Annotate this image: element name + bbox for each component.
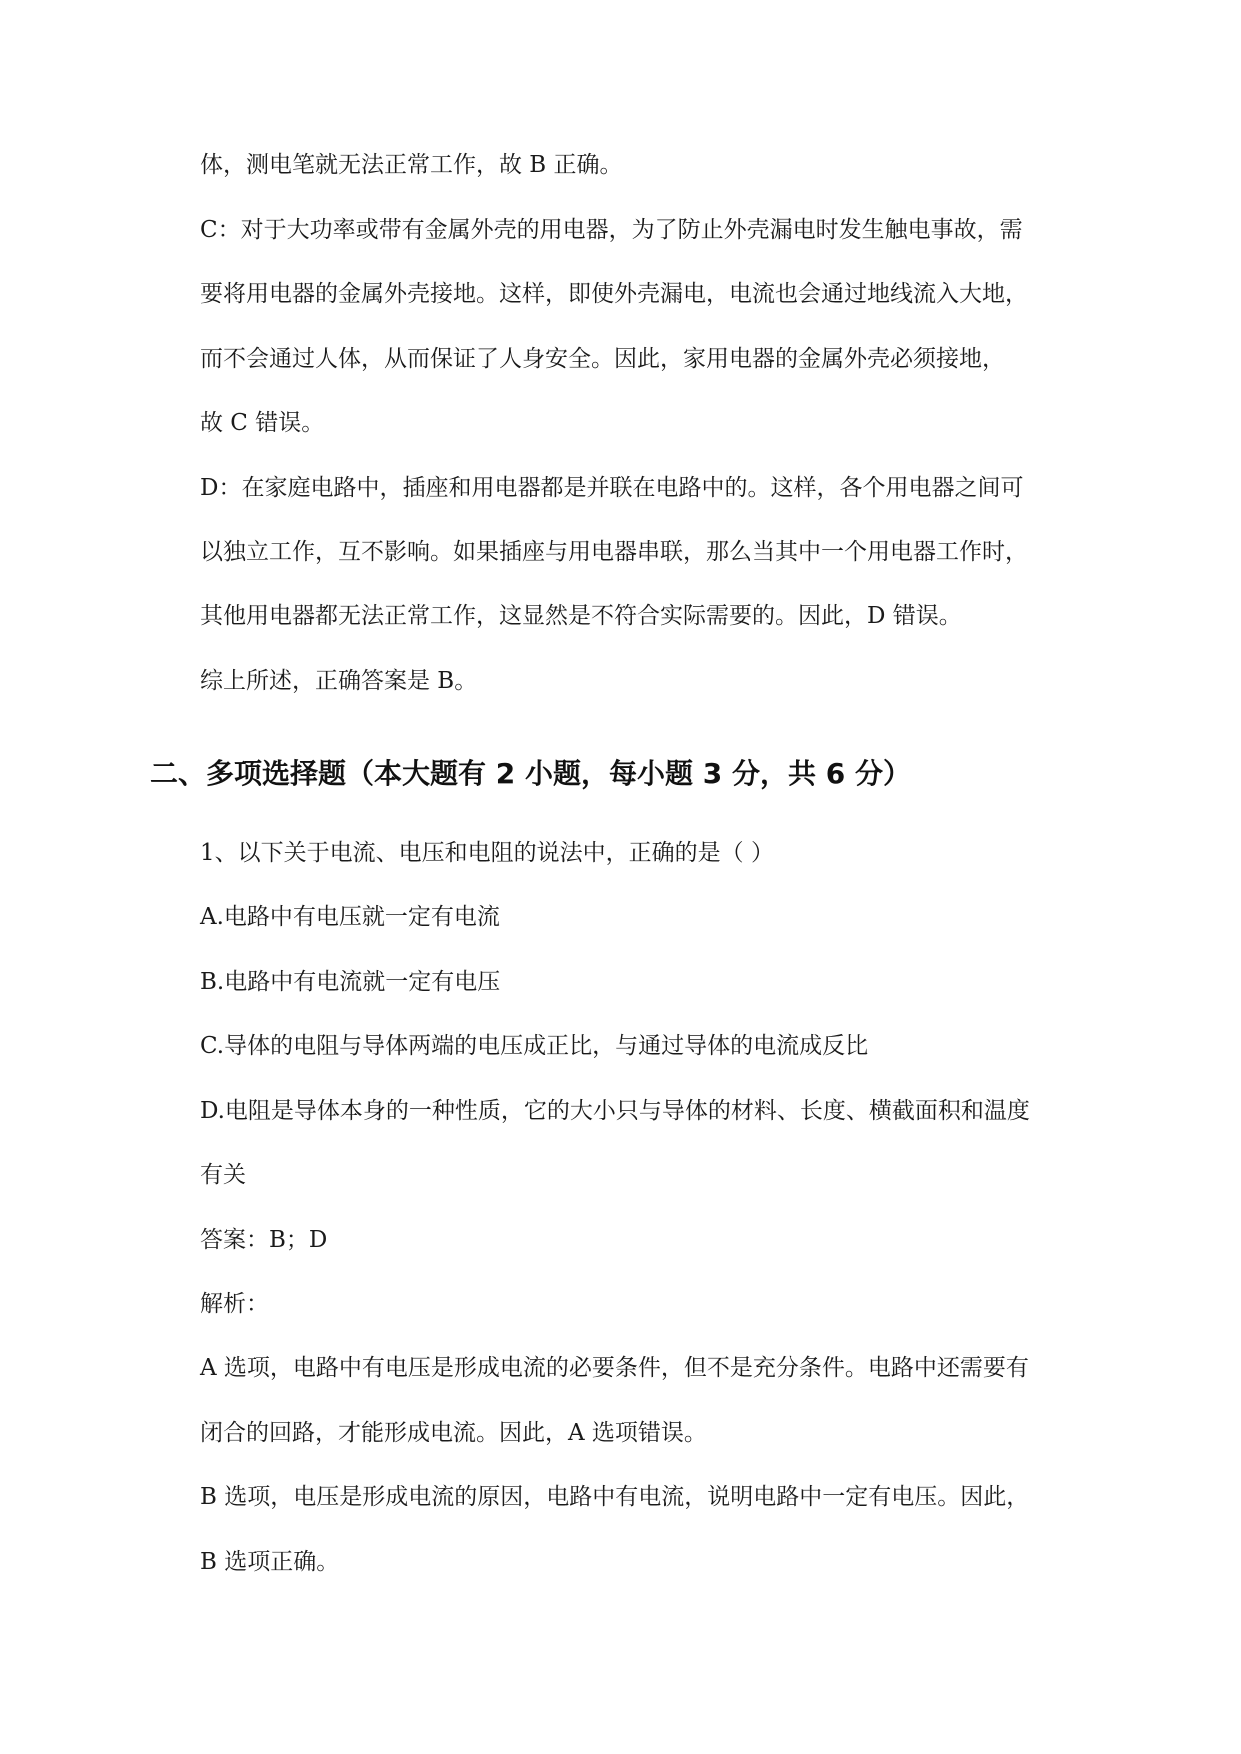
text-line: 以独立工作，互不影响。如果插座与用电器串联，那么当其中一个用电器工作时， [200,539,1028,565]
analysis-line: B 选项，电压是形成电流的原因，电路中有电流，说明电路中一定有电压。因此， [200,1484,1030,1510]
text-line: C：对于大功率或带有金属外壳的用电器，为了防止外壳漏电时发生触电事故，需 [200,217,1023,243]
analysis-line: 闭合的回路，才能形成电流。因此，A 选项错误。 [200,1420,707,1446]
question-text: 1、以下关于电流、电压和电阻的说法中，正确的是（ ） [200,840,774,866]
text-line: 体，测电笔就无法正常工作，故 B 正确。 [200,152,623,178]
text-line: 要将用电器的金属外壳接地。这样，即使外壳漏电，电流也会通过地线流入大地， [200,281,1028,307]
analysis-label: 解析： [200,1291,269,1317]
analysis-line: A 选项，电路中有电压是形成电流的必要条件，但不是充分条件。电路中还需要有 [200,1355,1029,1381]
text-line: 而不会通过人体，从而保证了人身安全。因此，家用电器的金属外壳必须接地， [200,346,1005,372]
text-line: 故 C 错误。 [200,410,325,436]
text-line: 其他用电器都无法正常工作，这显然是不符合实际需要的。因此，D 错误。 [200,603,962,629]
option-d: D.电阻是导体本身的一种性质，它的大小只与导体的材料、长度、横截面积和温度 [200,1098,1030,1124]
option-a: A.电路中有电压就一定有电流 [200,904,500,930]
analysis-line: B 选项正确。 [200,1549,340,1575]
option-b: B.电路中有电流就一定有电压 [200,969,501,995]
answer-text: 答案：B；D [200,1227,328,1253]
option-d-continued: 有关 [200,1162,246,1188]
text-line: D：在家庭电路中，插座和用电器都是并联在电路中的。这样，各个用电器之间可 [200,475,1024,501]
section-heading: 二、多项选择题（本大题有 2 小题，每小题 3 分，共 6 分） [150,757,911,790]
option-c: C.导体的电阻与导体两端的电压成正比，与通过导体的电流成反比 [200,1033,869,1059]
text-line: 综上所述，正确答案是 B。 [200,668,478,694]
